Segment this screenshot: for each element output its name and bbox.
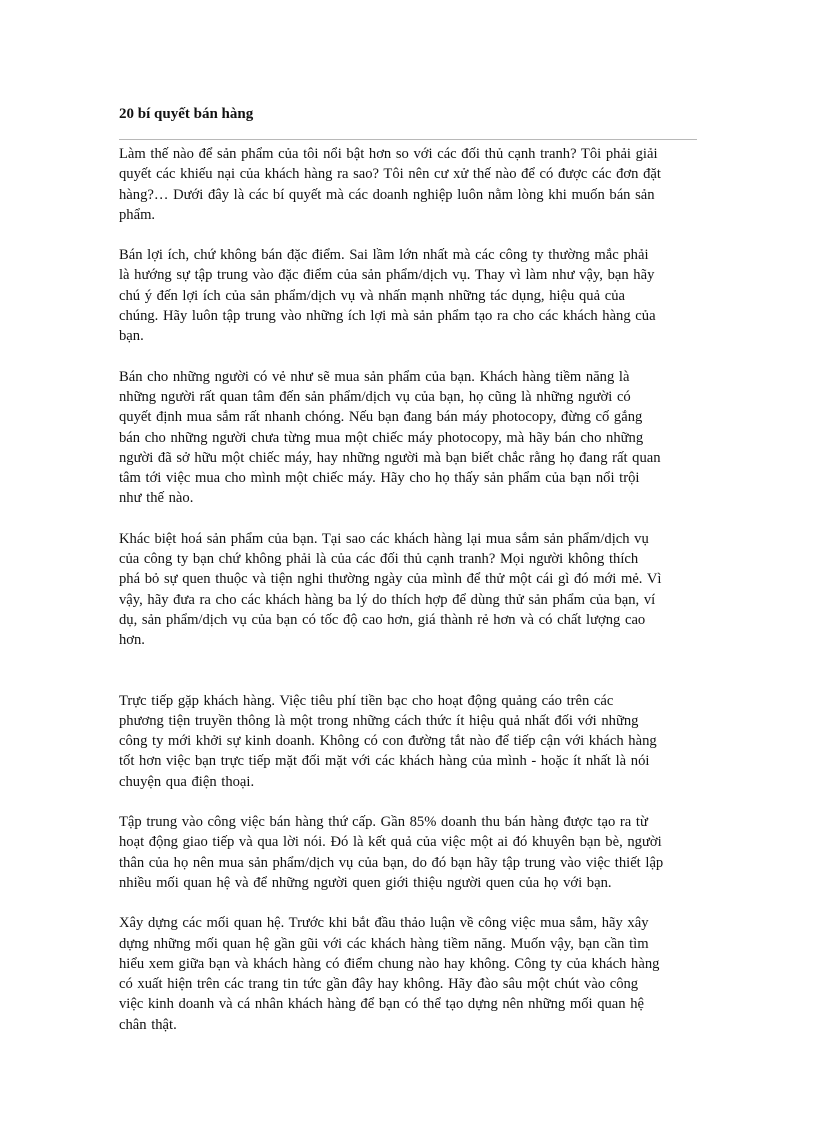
paragraph-line: hơn. [119, 632, 145, 649]
paragraph-line: hoạt động giao tiếp và qua lời nói. Đó là kết quả của việc một ai đó khuyên bạn bè, người [119, 834, 662, 851]
paragraph-line: chúng. Hãy luôn tập trung vào những ích lợi mà sản phẩm tạo ra cho các khách hàng của [119, 308, 656, 325]
title-divider [119, 139, 697, 140]
paragraph-line: là hướng sự tập trung vào đặc điểm của sản phẩm/dịch vụ. Thay vì làm như vậy, bạn hãy [119, 267, 655, 284]
paragraph-build-relationships [119, 913, 697, 1035]
paragraph-line: phương tiện truyền thông là một trong những cách thức ít hiệu quả nhất đối với những [119, 712, 639, 729]
paragraph-line: Bán lợi ích, chứ không bán đặc điểm. Sai lầm lớn nhất mà các công ty thường mắc phải [119, 247, 649, 264]
paragraph-line: vậy, hãy đưa ra cho các khách hàng ba lý do thích hợp để dùng thử sản phẩm của bạn, ví [119, 591, 656, 608]
paragraph-line: nhiều mối quan hệ và để những người quen giới thiệu người quen của họ với bạn. [119, 874, 612, 891]
paragraph-likely-buyers [119, 367, 697, 509]
paragraph-line: bạn. [119, 328, 144, 345]
paragraph-line: công ty mới khởi sự kinh doanh. Không có con đường tắt nào để tiếp cận với khách hàng [119, 733, 657, 750]
paragraph-sell-benefits [119, 245, 697, 346]
paragraph-line: Bán cho những người có vẻ như sẽ mua sản phẩm của bạn. Khách hàng tiềm năng là [119, 368, 630, 385]
paragraph-line: bán cho những người chưa từng mua một chiếc máy photocopy, mà hãy bán cho những [119, 429, 644, 446]
paragraph-line: thân của họ nên mua sản phẩm/dịch vụ của bạn, do đó bạn hãy tập trung vào việc thiết lập [119, 854, 664, 871]
paragraph-line: tốt hơn việc bạn trực tiếp mặt đối mặt với các khách hàng của mình - hoặc ít nhất là nói [119, 753, 650, 770]
paragraph-line: phẩm. [119, 206, 156, 223]
paragraph-line: Khác biệt hoá sản phẩm của bạn. Tại sao các khách hàng lại mua sắm sản phẩm/dịch vụ [119, 530, 649, 547]
paragraph-secondary-sales [119, 812, 697, 893]
paragraph-line: Trực tiếp gặp khách hàng. Việc tiêu phí tiền bạc cho hoạt động quảng cáo trên các [119, 692, 614, 709]
paragraph-line: dụ, sản phẩm/dịch vụ của bạn có tốc độ cao hơn, giá thành rẻ hơn và có chất lượng cao [119, 611, 646, 628]
paragraph-line: dựng những mối quan hệ gần gũi với các khách hàng tiềm năng. Muốn vậy, bạn cần tìm [119, 935, 649, 952]
paragraph-line: những người rất quan tâm đến sản phẩm/dịch vụ của bạn, họ cũng là những người có [119, 388, 631, 405]
document-body [119, 144, 697, 1055]
paragraph-line: phá bỏ sự quen thuộc và tiện nghi thường ngày của mình để thử một cái gì đó mới mẻ. Vì [119, 571, 662, 588]
paragraph-line: của công ty bạn chứ không phải là của các đối thủ cạnh tranh? Mọi người không thích [119, 551, 639, 568]
paragraph-line: chú ý đến lợi ích của sản phẩm/dịch vụ và nhấn mạnh những tác dụng, hiệu quả của [119, 287, 625, 304]
paragraph-line: người đã sở hữu một chiếc máy, hay những người mà bạn biết chắc rằng họ đang rất quan [119, 449, 661, 466]
document-title: 20 bí quyết bán hàng [119, 106, 254, 122]
paragraph-differentiate [119, 529, 697, 651]
paragraph-line: như thế nào. [119, 490, 194, 507]
paragraph-line: chân thật. [119, 1016, 177, 1033]
paragraph-meet-customers [119, 691, 697, 792]
paragraph-line: tâm tới việc mua cho mình một chiếc máy. Hãy cho họ thấy sản phẩm của bạn nổi trội [119, 470, 640, 487]
paragraph-line: hiểu xem giữa bạn và khách hàng có điểm chung nào hay không. Công ty của khách hàng [119, 955, 660, 972]
paragraph-line: quyết định mua sắm rất nhanh chóng. Nếu bạn đang bán máy photocopy, đừng cố gắng [119, 409, 643, 426]
paragraph-line: quyết các khiếu nại của khách hàng ra sao? Tôi nên cư xử thế nào để có được các đơn đặt [119, 166, 661, 183]
paragraph-line: hàng?… Dưới đây là các bí quyết mà các doanh nghiệp luôn nằm lòng khi muốn bán sản [119, 186, 655, 203]
paragraph-line: Xây dựng các mối quan hệ. Trước khi bắt đầu thảo luận về công việc mua sắm, hãy xây [119, 915, 649, 932]
paragraph-line: Tập trung vào công việc bán hàng thứ cấp. Gần 85% doanh thu bán hàng được tạo ra từ [119, 814, 648, 831]
paragraph-intro [119, 144, 697, 225]
paragraph-line: chuyện qua điện thoại. [119, 773, 255, 790]
paragraph-line: việc kinh doanh và cá nhân khách hàng để bạn có thể tạo dựng nên những mối quan hệ [119, 996, 644, 1013]
paragraph-line: Làm thế nào để sản phẩm của tôi nổi bật hơn so với các đối thủ cạnh tranh? Tôi phải giải [119, 146, 658, 162]
paragraph-line: có xuất hiện trên các trang tin tức gần đây hay không. Hãy đào sâu một chút vào công [119, 976, 639, 993]
